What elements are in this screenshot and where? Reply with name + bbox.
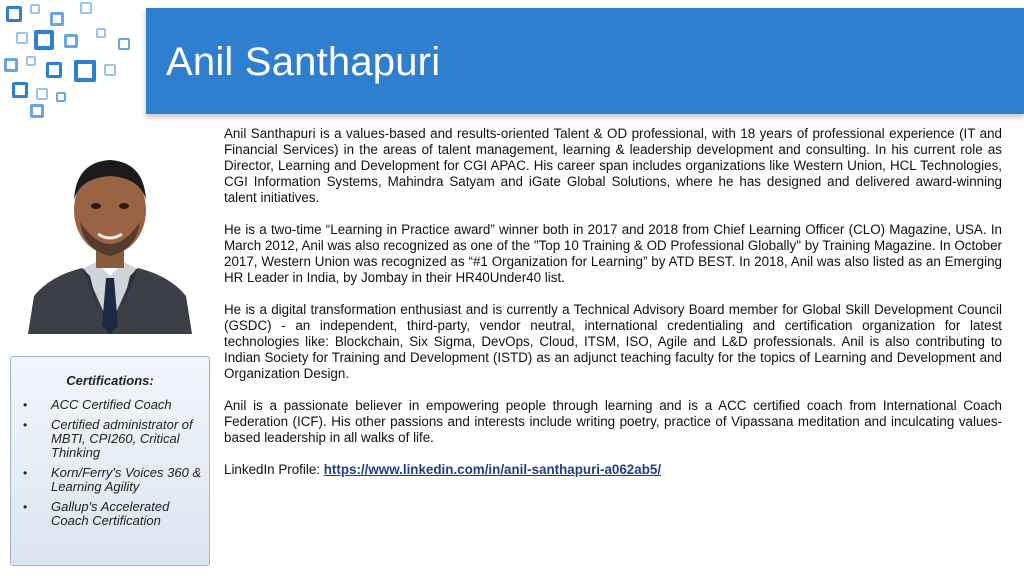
bio-paragraph: Anil is a passionate believer in empowering people through learning and is a ACC certified coach from International Coach Federation (ICF). His other passions and interests include writing poetry, practice of Vipassana meditation and inculcating values-based leadership in all walks of life. xyxy=(224,398,1002,445)
bullet-icon: • xyxy=(23,466,28,480)
portrait-illustration xyxy=(20,126,200,334)
certifications-list xyxy=(11,398,209,528)
list-item: • Gallup's Accelerated Coach Certification xyxy=(23,499,170,528)
certifications-box xyxy=(10,356,210,566)
list-item: • ACC Certified Coach xyxy=(23,397,172,412)
bio-paragraph: He is a digital transformation enthusiast and is currently a Technical Advisory Board member for Global Skill Development Council (GSDC) - an independent, third-party, vendor neutral, international credentialing and certification organization for latest technologies like: Blockchain, Six Sigma, DevOps, Cloud, ITSM, ISO, Agile and L&D professionals. Anil is also contributing to Indian Society for Training and Development (ISTD) as an adjunct teaching faculty for the topics of Learning and Development and Organization Design. xyxy=(224,302,1002,381)
linkedin-link[interactable]: https://www.linkedin.com/in/anil-santhapuri-a062ab5/ xyxy=(323,462,662,477)
bullet-icon: • xyxy=(23,500,28,514)
bullet-icon: • xyxy=(23,418,28,432)
linkedin-row xyxy=(224,462,1002,478)
bio-paragraph: Anil Santhapuri is a values-based and results-oriented Talent & OD professional, with 18 years of professional experience (IT and Financial Services) in the areas of talent management, learning & leadership development and consulting. In his current role as Director, Learning and Development for CGI APAC. His career span includes organizations like Western Union, HCL Technologies, CGI Information Systems, Mahindra Satyam and iGate Global Solutions, where he has designed and delivered award-winning talent initiatives. xyxy=(224,126,1002,205)
bio-paragraph: He is a two-time “Learning in Practice award” winner both in 2017 and 2018 from Chief Learning Officer (CLO) Magazine, USA. In March 2012, Anil was also recognized as one of the "Top 10 Training & OD Professional Globally" by Training Magazine. In October 2017, Western Union was recognized as “#1 Organization for Learning” by ATD BEST. In 2018, Anil was also listed as an Emerging HR Leader in India, by Jombay in their HR40Under40 list. xyxy=(224,222,1002,285)
biography xyxy=(224,126,1002,494)
list-item: • Certified administrator of MBTI, CPI260, Critical Thinking xyxy=(23,417,193,460)
list-item: • Korn/Ferry's Voices 360 & Learning Agility xyxy=(23,465,202,494)
profile-photo xyxy=(20,126,200,334)
title-banner xyxy=(146,8,1024,114)
linkedin-label: LinkedIn Profile: xyxy=(224,462,324,477)
bullet-icon: • xyxy=(23,398,28,412)
page-title: Anil Santhapuri xyxy=(166,40,441,84)
certifications-title: Certifications: xyxy=(66,373,154,388)
decorative-squares xyxy=(0,0,150,120)
